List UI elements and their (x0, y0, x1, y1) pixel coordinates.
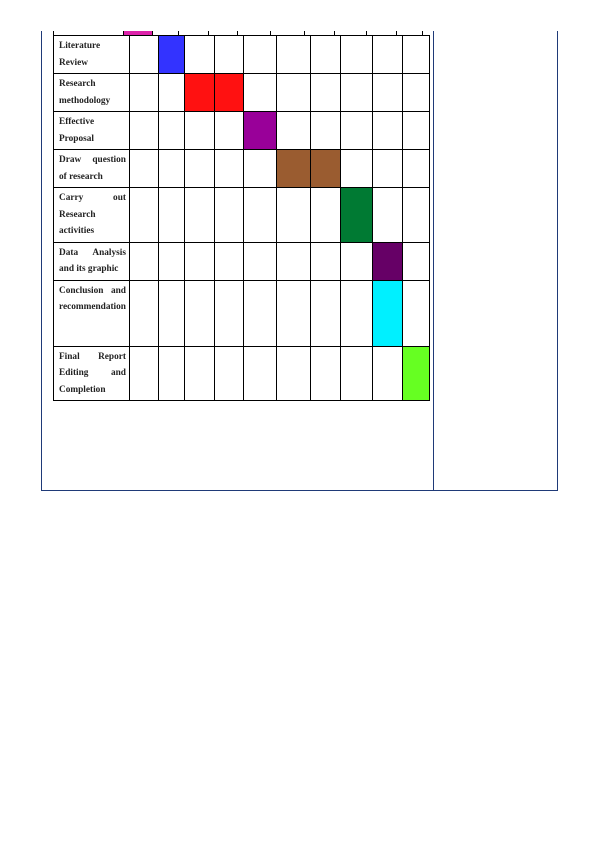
frame-divider (433, 31, 434, 491)
gantt-empty-cell (158, 150, 184, 188)
gantt-table (53, 35, 430, 401)
gantt-empty-cell (276, 242, 310, 280)
gantt-empty-cell (276, 112, 310, 150)
gantt-empty-cell (372, 112, 402, 150)
gantt-empty-cell (158, 188, 184, 243)
gantt-empty-cell (340, 242, 372, 280)
gantt-empty-cell (158, 112, 184, 150)
gantt-empty-cell (340, 112, 372, 150)
task-label: Draw question of research (54, 150, 130, 188)
gantt-empty-cell (310, 36, 340, 74)
gantt-empty-cell (184, 112, 214, 150)
gantt-empty-cell (340, 74, 372, 112)
gantt-empty-cell (310, 280, 340, 346)
task-label: Final Report Editing and Completion (54, 346, 130, 401)
gantt-empty-cell (243, 150, 276, 188)
gantt-empty-cell (402, 150, 429, 188)
gantt-empty-cell (214, 150, 243, 188)
gantt-empty-cell (402, 74, 429, 112)
gantt-empty-cell (129, 150, 158, 188)
gantt-row (54, 74, 430, 112)
gantt-empty-cell (158, 280, 184, 346)
gantt-empty-cell (372, 150, 402, 188)
gantt-empty-cell (372, 346, 402, 401)
gantt-empty-cell (158, 242, 184, 280)
gantt-bar-cell (310, 150, 340, 188)
task-label: Data Analysis and its graphic (54, 242, 130, 280)
gantt-empty-cell (372, 188, 402, 243)
gantt-bar-cell (158, 36, 184, 74)
gantt-empty-cell (310, 242, 340, 280)
gantt-empty-cell (129, 36, 158, 74)
gantt-row (54, 242, 430, 280)
gantt-empty-cell (184, 242, 214, 280)
gantt-empty-cell (402, 280, 429, 346)
gantt-empty-cell (310, 74, 340, 112)
gantt-empty-cell (310, 112, 340, 150)
gantt-empty-cell (214, 280, 243, 346)
gantt-empty-cell (129, 346, 158, 401)
gantt-empty-cell (158, 346, 184, 401)
gantt-empty-cell (214, 242, 243, 280)
gantt-bar-cell (214, 74, 243, 112)
gantt-empty-cell (243, 242, 276, 280)
task-label: Literature Review (54, 36, 130, 74)
gantt-row (54, 150, 430, 188)
gantt-empty-cell (340, 150, 372, 188)
gantt-bar-cell (340, 188, 372, 243)
gantt-empty-cell (310, 188, 340, 243)
gantt-empty-cell (372, 36, 402, 74)
gantt-empty-cell (372, 74, 402, 112)
gantt-row (54, 188, 430, 243)
gantt-bar-cell (402, 346, 429, 401)
gantt-empty-cell (402, 188, 429, 243)
gantt-row (54, 36, 430, 74)
gantt-empty-cell (184, 346, 214, 401)
gantt-empty-cell (310, 346, 340, 401)
gantt-empty-cell (243, 346, 276, 401)
gantt-empty-cell (276, 188, 310, 243)
gantt-empty-cell (184, 188, 214, 243)
gantt-empty-cell (243, 188, 276, 243)
gantt-bar-cell (243, 112, 276, 150)
gantt-empty-cell (214, 112, 243, 150)
gantt-empty-cell (129, 242, 158, 280)
gantt-bar-cell (372, 280, 402, 346)
gantt-empty-cell (158, 74, 184, 112)
gantt-empty-cell (214, 346, 243, 401)
gantt-empty-cell (243, 280, 276, 346)
task-label: Research methodology (54, 74, 130, 112)
gantt-bar-cell (184, 74, 214, 112)
gantt-empty-cell (340, 36, 372, 74)
gantt-empty-cell (214, 36, 243, 74)
gantt-row (54, 346, 430, 401)
gantt-row (54, 112, 430, 150)
gantt-empty-cell (340, 280, 372, 346)
gantt-row (54, 280, 430, 346)
task-label: Conclusion and recommendation (54, 280, 130, 346)
gantt-empty-cell (129, 280, 158, 346)
gantt-empty-cell (276, 74, 310, 112)
gantt-empty-cell (129, 74, 158, 112)
gantt-empty-cell (276, 36, 310, 74)
gantt-bar-cell (372, 242, 402, 280)
gantt-empty-cell (402, 242, 429, 280)
gantt-empty-cell (402, 36, 429, 74)
gantt-empty-cell (184, 280, 214, 346)
gantt-empty-cell (243, 36, 276, 74)
task-label: Carry out Research activities (54, 188, 130, 243)
gantt-empty-cell (276, 280, 310, 346)
gantt-empty-cell (184, 150, 214, 188)
gantt-empty-cell (184, 36, 214, 74)
gantt-empty-cell (129, 112, 158, 150)
gantt-empty-cell (129, 188, 158, 243)
gantt-empty-cell (276, 346, 310, 401)
gantt-bar-cell (276, 150, 310, 188)
task-label: Effective Proposal (54, 112, 130, 150)
gantt-empty-cell (214, 188, 243, 243)
gantt-empty-cell (243, 74, 276, 112)
gantt-empty-cell (402, 112, 429, 150)
gantt-empty-cell (340, 346, 372, 401)
